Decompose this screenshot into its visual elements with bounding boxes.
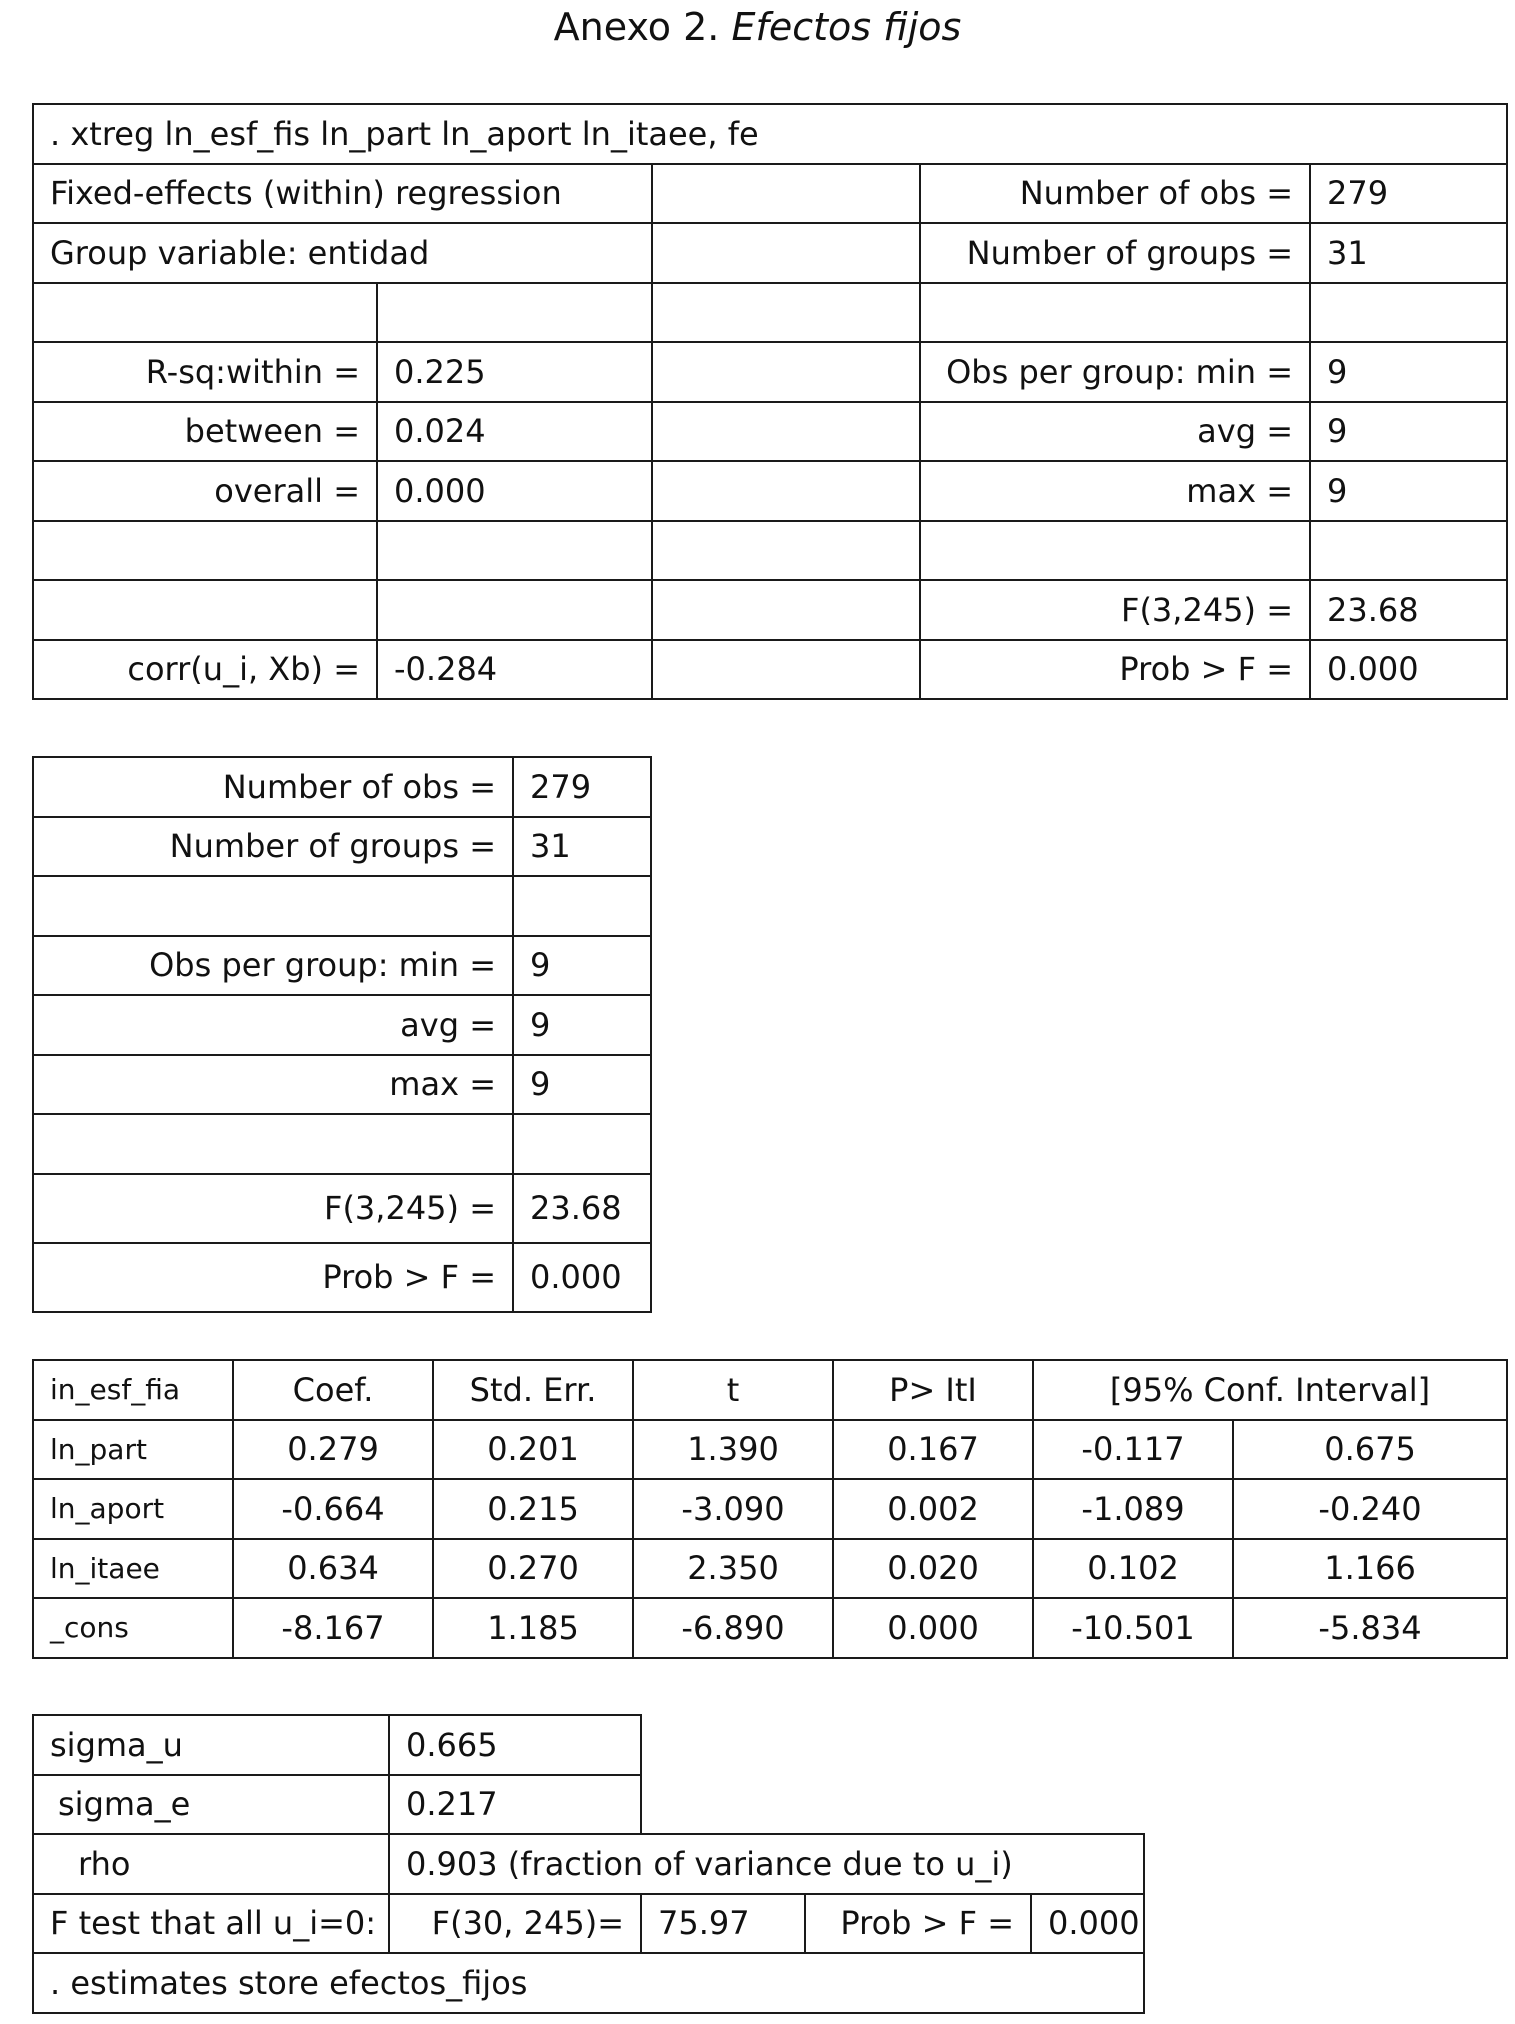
rho-label: rho	[33, 1834, 389, 1894]
row-label: ln_itaee	[33, 1539, 233, 1599]
empty-cell	[1310, 283, 1507, 343]
rsq-within-label: R-sq:within =	[33, 342, 377, 402]
prob-f-label: Prob > F =	[920, 640, 1310, 700]
prob-f-label: Prob > F =	[33, 1243, 513, 1312]
t-value: -6.890	[633, 1598, 833, 1658]
sigma-e-label: sigma_e	[33, 1775, 389, 1835]
p-value: 0.020	[833, 1539, 1033, 1599]
obs-avg-value: 9	[513, 995, 651, 1055]
corr-value: -0.284	[377, 640, 652, 700]
f-test-prob-label: Prob > F =	[805, 1894, 1031, 1954]
rsq-within-value: 0.225	[377, 342, 652, 402]
row-label: ln_part	[33, 1420, 233, 1480]
ci-low-value: -0.117	[1033, 1420, 1233, 1480]
title-prefix: Anexo 2.	[553, 5, 720, 49]
header-t: t	[633, 1360, 833, 1420]
empty-cell	[652, 342, 920, 402]
empty-cell	[920, 521, 1310, 581]
empty-cell	[377, 521, 652, 581]
table-row	[33, 1479, 1507, 1539]
f-stat-label: F(3,245) =	[33, 1174, 513, 1243]
sigma-u-label: sigma_u	[33, 1715, 389, 1775]
std-err-value: 1.185	[433, 1598, 633, 1658]
rsq-overall-value: 0.000	[377, 461, 652, 521]
table-row	[33, 1539, 1507, 1599]
obs-avg-value: 9	[1310, 402, 1507, 462]
rsq-between-label: between =	[33, 402, 377, 462]
empty-cell	[920, 283, 1310, 343]
rsq-overall-label: overall =	[33, 461, 377, 521]
t-value: 1.390	[633, 1420, 833, 1480]
coef-value: -0.664	[233, 1479, 433, 1539]
empty-cell	[652, 461, 920, 521]
obs-summary-table	[32, 756, 652, 1313]
t-value: -3.090	[633, 1479, 833, 1539]
rsq-between-value: 0.024	[377, 402, 652, 462]
num-obs-value: 279	[1310, 164, 1507, 224]
obs-min-value: 9	[1310, 342, 1507, 402]
empty-cell	[652, 283, 920, 343]
obs-max-label: max =	[33, 1055, 513, 1115]
empty-cell	[1310, 521, 1507, 581]
empty-cell	[33, 580, 377, 640]
prob-f-value: 0.000	[513, 1243, 651, 1312]
empty-area	[641, 1715, 1144, 1775]
title-italic: Efectos fijos	[731, 5, 962, 49]
num-groups-label: Number of groups =	[33, 817, 513, 877]
empty-cell	[652, 164, 920, 224]
obs-max-label: max =	[920, 461, 1310, 521]
sigma-e-value: 0.217	[389, 1775, 641, 1835]
prob-f-value: 0.000	[1310, 640, 1507, 700]
empty-cell	[33, 283, 377, 343]
corr-label: corr(u_i, Xb) =	[33, 640, 377, 700]
empty-cell	[652, 402, 920, 462]
empty-cell	[33, 876, 513, 936]
command-cell: . xtreg ln_esf_fis ln_part ln_aport ln_itaee, fe	[33, 104, 1507, 164]
f-stat-value: 23.68	[513, 1174, 651, 1243]
empty-cell	[33, 521, 377, 581]
num-groups-value: 31	[513, 817, 651, 877]
p-value: 0.002	[833, 1479, 1033, 1539]
empty-cell	[513, 1114, 651, 1174]
p-value: 0.167	[833, 1420, 1033, 1480]
num-obs-label: Number of obs =	[33, 757, 513, 817]
header-conf-interval: [95% Conf. Interval]	[1033, 1360, 1507, 1420]
empty-cell	[377, 580, 652, 640]
variance-components-table	[32, 1714, 1145, 2014]
empty-cell	[652, 640, 920, 700]
ci-high-value: -0.240	[1233, 1479, 1507, 1539]
empty-cell	[652, 223, 920, 283]
empty-cell	[33, 1114, 513, 1174]
page-title	[0, 2, 1515, 52]
f-stat-label: F(3,245) =	[920, 580, 1310, 640]
t-value: 2.350	[633, 1539, 833, 1599]
std-err-value: 0.201	[433, 1420, 633, 1480]
ci-low-value: 0.102	[1033, 1539, 1233, 1599]
num-obs-label: Number of obs =	[920, 164, 1310, 224]
empty-cell	[377, 283, 652, 343]
model-cell: Fixed-effects (within) regression	[33, 164, 652, 224]
f-stat-value: 23.68	[1310, 580, 1507, 640]
num-groups-label: Number of groups =	[920, 223, 1310, 283]
obs-min-value: 9	[513, 936, 651, 996]
row-label: _cons	[33, 1598, 233, 1658]
dep-var-header: in_esf_fia	[33, 1360, 233, 1420]
obs-avg-label: avg =	[33, 995, 513, 1055]
store-command-cell: . estimates store efectos_fijos	[33, 1953, 1144, 2013]
table-row	[33, 1420, 1507, 1480]
table-row	[33, 1598, 1507, 1658]
rho-value: 0.903 (fraction of variance due to u_i)	[389, 1834, 1144, 1894]
obs-min-label: Obs per group: min =	[920, 342, 1310, 402]
ci-low-value: -1.089	[1033, 1479, 1233, 1539]
ci-high-value: 1.166	[1233, 1539, 1507, 1599]
num-groups-value: 31	[1310, 223, 1507, 283]
empty-cell	[652, 580, 920, 640]
empty-cell	[652, 521, 920, 581]
obs-max-value: 9	[513, 1055, 651, 1115]
num-obs-value: 279	[513, 757, 651, 817]
obs-max-value: 9	[1310, 461, 1507, 521]
ci-low-value: -10.501	[1033, 1598, 1233, 1658]
empty-area	[641, 1775, 1144, 1835]
coef-value: 0.279	[233, 1420, 433, 1480]
sigma-u-value: 0.665	[389, 1715, 641, 1775]
obs-min-label: Obs per group: min =	[33, 936, 513, 996]
f-test-label: F test that all u_i=0:	[33, 1894, 389, 1954]
f-test-stat-value: 75.97	[641, 1894, 805, 1954]
coef-value: 0.634	[233, 1539, 433, 1599]
row-label: ln_aport	[33, 1479, 233, 1539]
p-value: 0.000	[833, 1598, 1033, 1658]
f-test-stat-label: F(30, 245)=	[389, 1894, 641, 1954]
obs-avg-label: avg =	[920, 402, 1310, 462]
header-p: P> ItI	[833, 1360, 1033, 1420]
std-err-value: 0.215	[433, 1479, 633, 1539]
coef-value: -8.167	[233, 1598, 433, 1658]
ci-high-value: -5.834	[1233, 1598, 1507, 1658]
coefficient-table	[32, 1359, 1508, 1659]
header-std-err: Std. Err.	[433, 1360, 633, 1420]
regression-summary-table	[32, 103, 1508, 700]
group-variable-cell: Group variable: entidad	[33, 223, 652, 283]
empty-cell	[513, 876, 651, 936]
header-coef: Coef.	[233, 1360, 433, 1420]
f-test-prob-value: 0.000	[1031, 1894, 1144, 1954]
ci-high-value: 0.675	[1233, 1420, 1507, 1480]
std-err-value: 0.270	[433, 1539, 633, 1599]
